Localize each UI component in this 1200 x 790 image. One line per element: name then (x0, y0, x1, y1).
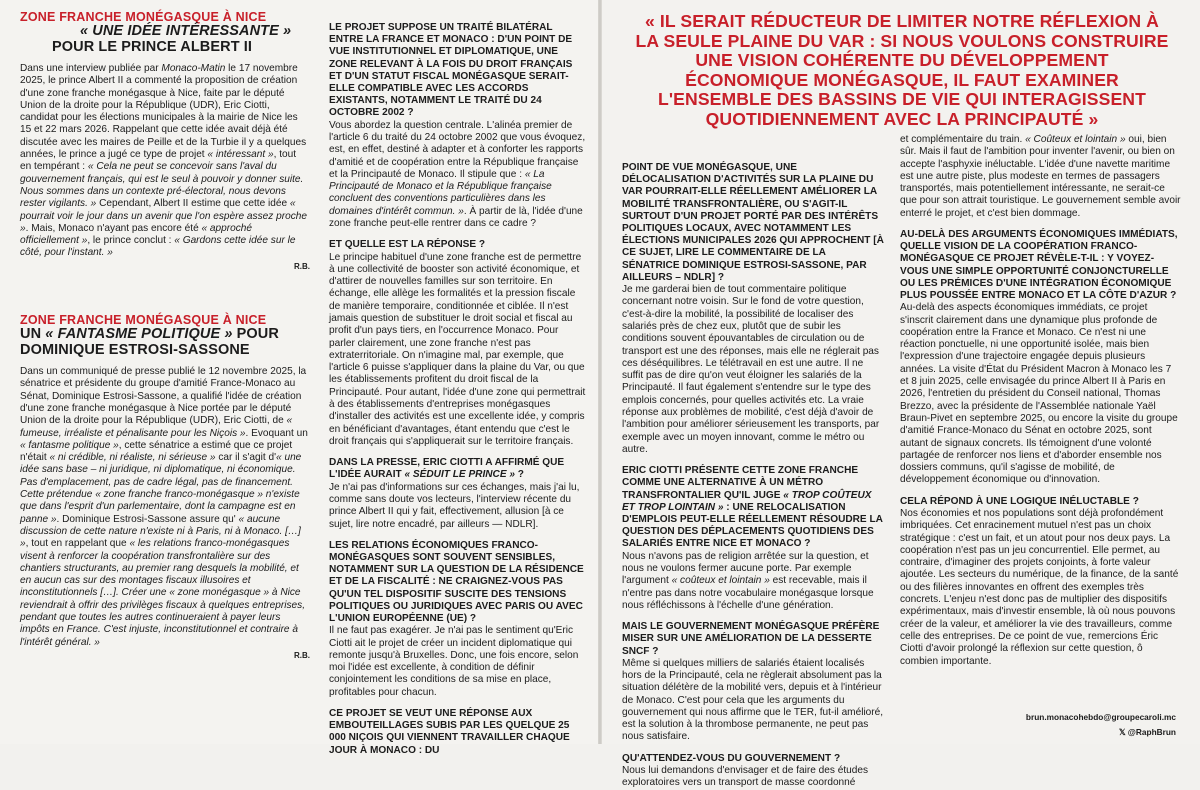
answer-prince: Je n'ai pas d'informations sur ces échanges, mais j'ai lu, comme sans doute vos lecteurs, l'interview récente du prince Albert II qui y fait, effectivement, allusion [à ce sujet, lire notre encadré, par ailleurs — NDLR]. (329, 481, 580, 530)
answer-delocalisation: Je me garderai bien de tout commentaire politique concernant notre voisin. Sur le fond de votre question, c'est-à-dire la mobilité, la possibilité de localiser des salariés près de chez eux, plutôt que de subir les conditions souvent épouvantables de circulation ou de transport est une des réponses, mais elle ne réglerait pas ces déséquilibres. Le télétravail en est une autre. Il ne suffit pas de dire qu'on veut éloigner les salariés de la Principauté. Il faut également s'entendre sur le type des emplois concernés, pour quelles activités etc. La vraie réponse aux problèmes de mobilité, c'est déjà d'avoir de l'ambition pour améliorer sérieusement les transports, par exemple avec un moyen innovant, comme le métro ou autre. (622, 284, 880, 455)
box-estrosi-signature: R.B. (294, 650, 310, 660)
answer-gouvernement: Nous lui demandons d'envisager et de faire des études exploratoires vers un transport de masse coordonné (622, 764, 869, 789)
box-estrosi-title-2: DOMINIQUE ESTROSI-SASSONE (20, 341, 250, 358)
left-column-boxes (20, 10, 310, 662)
box-estrosi-title: UN « FANTASME POLITIQUE » POUR (20, 326, 279, 343)
question-logique: CELA RÉPOND À UNE LOGIQUE INÉLUCTABLE ? (900, 495, 1139, 507)
right-page (602, 0, 1200, 789)
box-estrosi (20, 313, 310, 662)
left-column-interview (329, 22, 586, 757)
box-albert-kicker: ZONE FRANCHE MONÉGASQUE À NICE (20, 10, 267, 24)
question-gouvernement: QU'ATTENDEZ-VOUS DU GOUVERNEMENT ? (622, 752, 841, 764)
box-estrosi-body: Dans un communiqué de presse publié le 12 novembre 2025, la sénatrice et présidente du groupe d'amitié France-Monaco au Sénat, Dominique Estrosi-Sassone, a qualifié l'idée de création d'une zone franche monégasque à Nice portée par le député Union de la droite pour la République (UDR), Eric Ciotti, de « fumeuse, irréaliste et pénalisante pour les Niçois ». Evoquant un « fantasme politique », cette sénatrice a estimé que ce projet n'était « ni crédible, ni réaliste, ni sérieuse » car il s'agit d'« une idée sans base – ni juridique, ni diplomatique, ni économique. Pas d'emplacement, pas de cadre légal, pas de financement. Cette prétendue « zone franche franco-monégasque » n'existe que dans l'esprit d'un parlementaire, dont la campagne est en panne ». Dominique Estrosi-Sassone assure qu' « aucune discussion de cette nature n'existe ni à Paris, ni à Monaco. […] », tout en rappelant que « les relations franco-monégasques visent à renforcer la coopération transfrontalière sur des chantiers structurants, au premier rang desquels la mobilité, et en aucun cas sur des montages fiscaux illusoires et inconstitutionnels […]. Créer une « zone monégasque » à Nice reviendrait à offrir des privilèges fiscaux à quelques entreprises, pendant que toutes les autres continueraient à payer leurs impôts en France. C'est injuste, inconstitutionnel et contraire à l'intérêt général. » (20, 366, 308, 648)
author-handle[interactable]: 𝕏 @RaphBrun (1118, 727, 1176, 737)
box-albert-title-2: POUR LE PRINCE ALBERT II (52, 38, 253, 55)
right-column-left (622, 162, 884, 790)
question-prince: DANS LA PRESSE, ERIC CIOTTI A AFFIRMÉ QUE L'IDÉE AURAIT « SÉDUIT LE PRINCE » ? (329, 457, 565, 481)
box-albert-signature: R.B. (294, 261, 310, 271)
left-page (0, 0, 598, 756)
pull-quote: « IL SERAIT RÉDUCTEUR DE LIMITER NOTRE RÉFLEXION À LA SEULE PLAINE DU VAR : SI NOUS VOULONS CONSTRUIRE UNE VISION COHÉRENTE DU DÉVELOPPEMENT ÉCONOMIQUE MONÉGASQUE, IL FAUT EXAMINER L'ENSEMBLE DES BASSINS DE VIE QUI INTERAGISSENT QUOTIDIENNEMENT AVEC LA PRINCIPAUTÉ » (635, 11, 1169, 129)
box-albert-body: Dans une interview publiée par Monaco-Matin le 17 novembre 2025, le prince Albert II a commenté la proposition de création d'une zone franche monégasque à Nice, faite par le député Union de la droite pour la République (UDR), Eric Ciotti, candidat pour les élections municipales à la mairie de Nice les 15 et 22 mars 2026. Rappelant que cette idée avait déjà été discutée avec les maires de Peille et de la Turbie il y a quelques années, le prince a jugé ce type de projet « intéressant », tout en tempérant : « Cela ne peut se concevoir sans l'aval du gouvernement français, qui est le seul à pouvoir y donner suite. Nous sommes dans un contexte pré-électoral, nous devons rester vigilants. » Cependant, Albert II estime que cette idée « pourrait voir le jour dans un avenir que l'on espère assez proche ». Mais, Monaco n'ayant pas encore été « approché officiellement », le prince conclut : « Gardons cette idée sur le côté, pour l'instant. » (20, 63, 307, 259)
question-vision: AU-DELÀ DES ARGUMENTS ÉCONOMIQUES IMMÉDIATS, QUELLE VISION DE LA COOPÉRATION FRANCO-MONÉGASQUE CE PROJET RÉVÈLE-T-IL : Y VOYEZ-VOUS UNE SIMPLE OPPORTUNITÉ CONJONCTURELLE OU LES PRÉMICES D'UNE INTÉGRATION ÉCONOMIQUE PLUS POUSSÉE ENTRE MONACO ET LA CÔTE D'AZUR ? (900, 229, 1178, 302)
answer-metro: Nous n'avons pas de religion arrêtée sur la question, et nous ne voulons fermer aucune porte. Par exemple l'argument « coûteux et lointain » est recevable, mais il n'entre pas dans notre vocabulaire monégasque lorsque nous réfléchissons à l'échelle d'une génération. (622, 550, 874, 611)
answer-sncf: Même si quelques milliers de salariés étaient localisés hors de la Principauté, cela ne règlerait absolument pas la situation délétère de la mobilité vers, depuis et à l'intérieur de Monaco. C'est pour cela que les arguments du gouvernement qui nous affirme que le TER, fut-il amélioré, est la solution à la thrombose permanente, ne peut pas nous satisfaire. (622, 657, 884, 743)
question-relations: LES RELATIONS ÉCONOMIQUES FRANCO-MONÉGASQUES SONT SOUVENT SENSIBLES, NOTAMMENT SUR LA QUESTION DE LA RÉSIDENCE ET DE LA FISCALITÉ : NE CRAIGNEZ-VOUS PAS QU'UN TEL DISPOSITIF SUSCITE DES TENSIONS POLITIQUES OU JURIDIQUES AVEC PARIS OU AVEC L'UNION EUROPÉENNE (UE) ? (329, 539, 584, 625)
question-treaty: LE PROJET SUPPOSE UN TRAITÉ BILATÉRAL ENTRE LA FRANCE ET MONACO : D'UN POINT DE VUE INSTITUTIONNEL ET DIPLOMATIQUE, UNE ZONE RELEVANT À LA FOIS DU DROIT FRANÇAIS ET D'UN STATUT FISCAL MONÉGASQUE SERAIT-ELLE COMPATIBLE AVEC LES ACCORDS EXISTANTS, NOTAMMENT LE TRAITÉ DU 24 OCTOBRE 2002 ? (329, 22, 573, 119)
answer-train: et complémentaire du train. « Coûteux et lointain » oui, bien sûr. Mais il faut de l'ambition pour inventer l'avenir, ou bien on accepte l'asphyxie inéluctable. L'idée d'une navette maritime est une autre piste, plus modeste en termes de passagers transportés, mais potentiellement intéressante, ne serait-ce que pour son attrait touristique. Le gouvernement semble avoir enterré le projet, et c'est bien dommage. (900, 134, 1181, 219)
question-traffic: CE PROJET SE VEUT UNE RÉPONSE AUX EMBOUTEILLAGES SUBIS PAR LES QUELQUE 25 000 NIÇOIS QUI VIENNENT TRAVAILLER CHAQUE JOUR À MONACO : DU (329, 708, 570, 756)
box-albert (20, 10, 310, 273)
answer-treaty: Vous abordez la question centrale. L'alinéa premier de l'article 6 du traité du 24 octobre 2002 que vous évoquez, est, en effet, destiné à adapter et à conforter les rapports d'amitié et de coopération entre la République française et la Principauté de Monaco. Il stipule que : « La Principauté de Monaco et la République française concluent des conventions particulières dans les domaines d'intérêt commun. ». À partir de là, l'idée d'une zone franche peut-elle rentrer dans ce cadre ? (329, 119, 586, 229)
answer-vision: Au-delà des aspects économiques immédiats, ce projet s'inscrit clairement dans une dynamique plus profonde de coopération entre la France et Monaco. Ce n'est ni une réaction ponctuelle, ni une opportunité isolée, mais bien l'expression d'une trajectoire engagée depuis plusieurs années. La visite d'État du Président Macron à Monaco les 7 et 8 juin 2025, celle envisagée du prince Albert II à Paris en 2026, l'entretien du président du Conseil national, Thomas Brezzo, avec la présidente de l'Assemblée nationale Yaël Braun-Pivet en septembre 2025, ou encore la visite du groupe d'amitié France-Monaco du Sénat en octobre 2025, sont autant de signaux concrets. Ils témoignent d'une volonté partagée de renforcer nos liens et d'aborder ensemble nos dossiers communs, qu'il s'agisse de mobilité, de développement économique ou d'innovation. (900, 302, 1178, 486)
question-delocalisation: POINT DE VUE MONÉGASQUE, UNE DÉLOCALISATION D'ACTIVITÉS SUR LA PLAINE DU VAR POURRAIT-ELLE RÉELLEMENT AMÉLIORER LA MOBILITÉ TRANSFRONTALIÈRE, OU S'AGIT-IL SURTOUT D'UN PROJET PORTÉ PAR DES INTÉRÊTS POLITIQUES LOCAUX, AVEC NOTAMMENT LES ÉLECTIONS MUNICIPALES 2026 QUI APPROCHENT [À CE SUJET, LIRE LE COMMENTAIRE DE LA SÉNATRICE DOMINIQUE ESTROSI-SASSONE, PAR AILLEURS – NDLR] ? (622, 162, 884, 283)
question-sncf: MAIS LE GOUVERNEMENT MONÉGASQUE PRÉFÈRE MISER SUR UNE AMÉLIORATION DE LA DESSERTE SNCF ? (622, 621, 880, 657)
question-metro: ERIC CIOTTI PRÉSENTE CETTE ZONE FRANCHE COMME UNE ALTERNATIVE À UN MÉTRO TRANSFRONTALIER QU'IL JUGE « TROP COÛTEUX ET TROP LOINTAIN » : UNE RELOCALISATION D'EMPLOIS PEUT-ELLE RÉELLEMENT RÉSOUDRE LA QUESTION DES DÉPLACEMENTS QUOTIDIENS DES SALARIÉS ENTRE NICE ET MONACO ? (622, 465, 883, 550)
question-response: ET QUELLE EST LA RÉPONSE ? (329, 239, 486, 251)
box-estrosi-kicker: ZONE FRANCHE MONÉGASQUE À NICE (20, 313, 267, 328)
answer-logique: Nos économies et nos populations sont déjà profondément imbriquées. Cet enracinement mutuel n'est pas un choix stratégique : c'est un fait, et un atout pour nos deux pays. La coopération n'est pas un jeu concurrentiel. Elle permet, au contraire, d'imaginer des projets conjoints, à forte valeur ajoutée. Les secteurs du numérique, de la finance, de la santé ou des filières innovantes en offrent des exemples très concrets. L'enjeu n'est donc pas de multiplier des dispositifs expérimentaux, mais d'investir ensemble, là où nous pouvons créer de la valeur, et améliorer la vie des travailleurs, comme celle des entreprises. De ce point de vue, remercions Éric Ciotti d'avoir prolongé la réflexion sur cette question, ô combien importante. (900, 507, 1179, 667)
answer-response: Le principe habituel d'une zone franche est de permettre à une collectivité de booster son activité économique, et d'attirer de nouvelles familles sur son territoire. En échange, elle allège les formalités et la pression fiscale de manière temporaire, conditionnée et ciblée. Il n'est jamais question de substituer le droit social et fiscal au profit d'un pays tiers, en l'occurrence Monaco. Pour parler clairement, une zone franche n'est pas extraterritoriale. On n'imagine mal, par exemple, que l'article 6 puisse s'appliquer dans la plaine du Var, ou que les établissements profitent du droit fiscal de la Principauté. Pour autant, l'idée d'une zone qui permettrait à des établissements d'entreprises monégasques d'installer des activités est une excellente idée, y compris en bénéficiant d'avantages, étant entendu que c'est le droit français qui s'appliquerait sur le territoire français. (329, 251, 586, 447)
box-albert-title: « UNE IDÉE INTÉRESSANTE » (80, 23, 292, 39)
author-email[interactable]: brun.monacohebdo@groupecaroli.mc (1025, 712, 1176, 722)
right-column-right (900, 134, 1182, 668)
answer-relations: Il ne faut pas exagérer. Je n'ai pas le sentiment qu'Eric Ciotti ait le projet de créer un incident diplomatique qui remonte jusqu'à Bruxelles. Donc, une fois encore, selon moi l'idée est excellente, à condition de définir conjointement les conditions de sa mise en place, profitables pour chacun. (329, 625, 579, 698)
